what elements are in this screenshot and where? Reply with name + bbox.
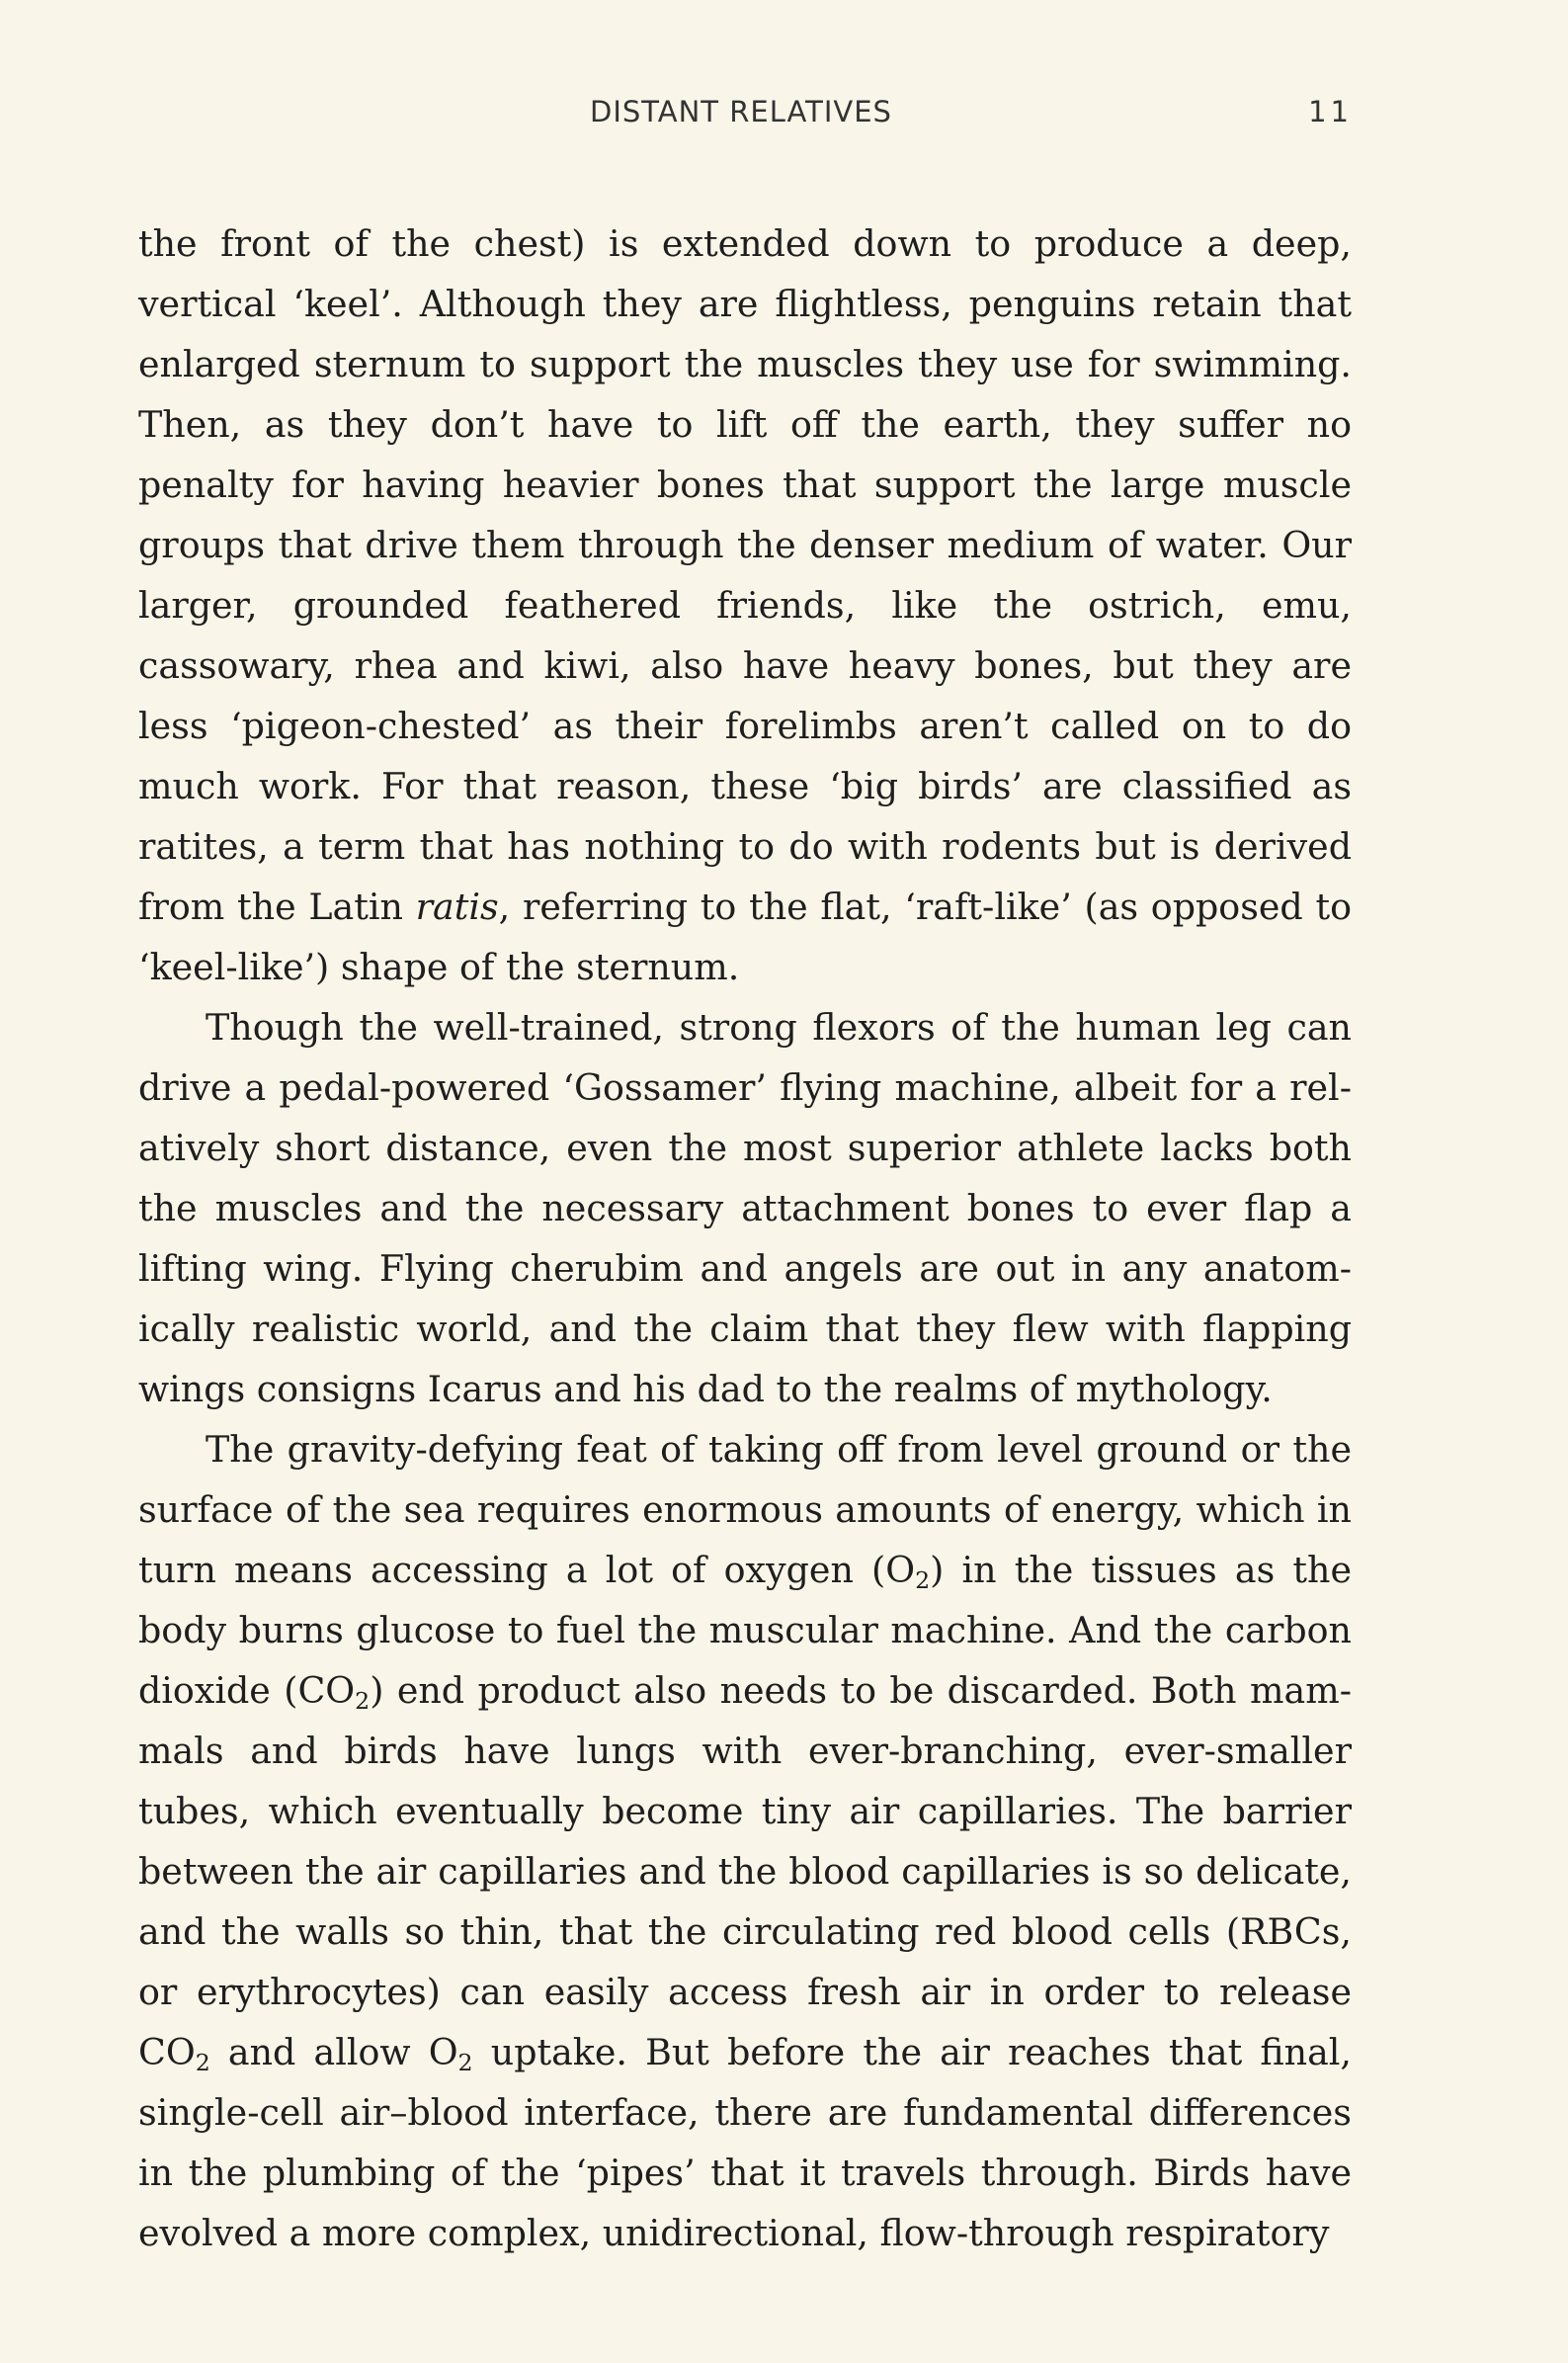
paragraph-3-text-b: ) in the tissues as the body burns glucose to fuel the muscular machine. And the carbon dioxide (CO bbox=[138, 1549, 1353, 1712]
paragraph-1 bbox=[138, 213, 1352, 997]
paragraph-2: Though the well-trained, strong flexors of the human leg can drive a pedal-powered ‘Gossamer’ flying machine, albeit for a relatively short distance, even the most superior athlete lacks both the muscles and the necessary attachment bones to ever flap a lifting wing. Flying cherubim and angels are out in any anatomically realistic world, and the claim that they flew with flapping wings consigns Icarus and his dad to the realms of mythology. bbox=[138, 1006, 1352, 1410]
page-number: 11 bbox=[1308, 95, 1353, 128]
latin-term-ratis: ratis bbox=[415, 886, 499, 928]
paragraph-3 bbox=[138, 1419, 1352, 2263]
paragraph-1-text-b: , referring to the flat, ‘raft-like’ (as opposed to ‘keel-like’) shape of the sternum. bbox=[138, 886, 1352, 988]
subscript-o2-uptake: 2 bbox=[457, 2048, 473, 2076]
paragraph-3-text-c: ) end product also needs to be discarded. Both mammals and birds have lungs with ever-branching, ever-smaller tubes, which eventually become tiny air capillaries. The barrier between the air capillaries and the blood capillaries is so delicate, and the walls so thin, that the circulating red blood cells (RBCs, or erythrocytes) can easily access fresh air in order to release CO bbox=[138, 1669, 1353, 2073]
subscript-oxygen: 2 bbox=[915, 1565, 931, 1594]
body-text bbox=[138, 213, 1352, 2263]
paragraph-3-text-d: and allow O bbox=[209, 2031, 458, 2073]
paragraph-3-text-a: The gravity-defying feat of taking off from level ground or the surface of the sea requires enormous amounts of energy, which in turn means accessing a lot of oxygen (O bbox=[138, 1428, 1352, 1591]
paragraph-1-text-a: the front of the chest) is extended down to produce a deep, vertical ‘keel’. Although they are flightless, penguins retain that enlarged sternum to support the muscles they use for swimming. Then, as they don’t have to lift off the earth, they suffer no penalty for having heavier bones that support the large muscle groups that drive them through the denser medium of water. Our larger, grounded feathered friends, like the ostrich, emu, cassowary, rhea and kiwi, also have heavy bones, but they are less ‘pigeon-chested’ as their forelimbs aren’t called on to do much work. For that reason, these ‘big birds’ are classified as ratites, a term that has nothing to do with rodents but is derived from the Latin bbox=[138, 222, 1352, 928]
subscript-carbon-dioxide: 2 bbox=[355, 1686, 371, 1715]
paragraph-3-text-e: uptake. But before the air reaches that final, single-cell air–blood interface, there are fundamental differences in the plumbing of the ‘pipes’ that it travels through. Birds have evolved a more complex, unidirectional, flow-through respiratory bbox=[138, 2031, 1352, 2254]
subscript-co2-release: 2 bbox=[195, 2048, 210, 2076]
running-head: DISTANT RELATIVES bbox=[590, 95, 892, 128]
